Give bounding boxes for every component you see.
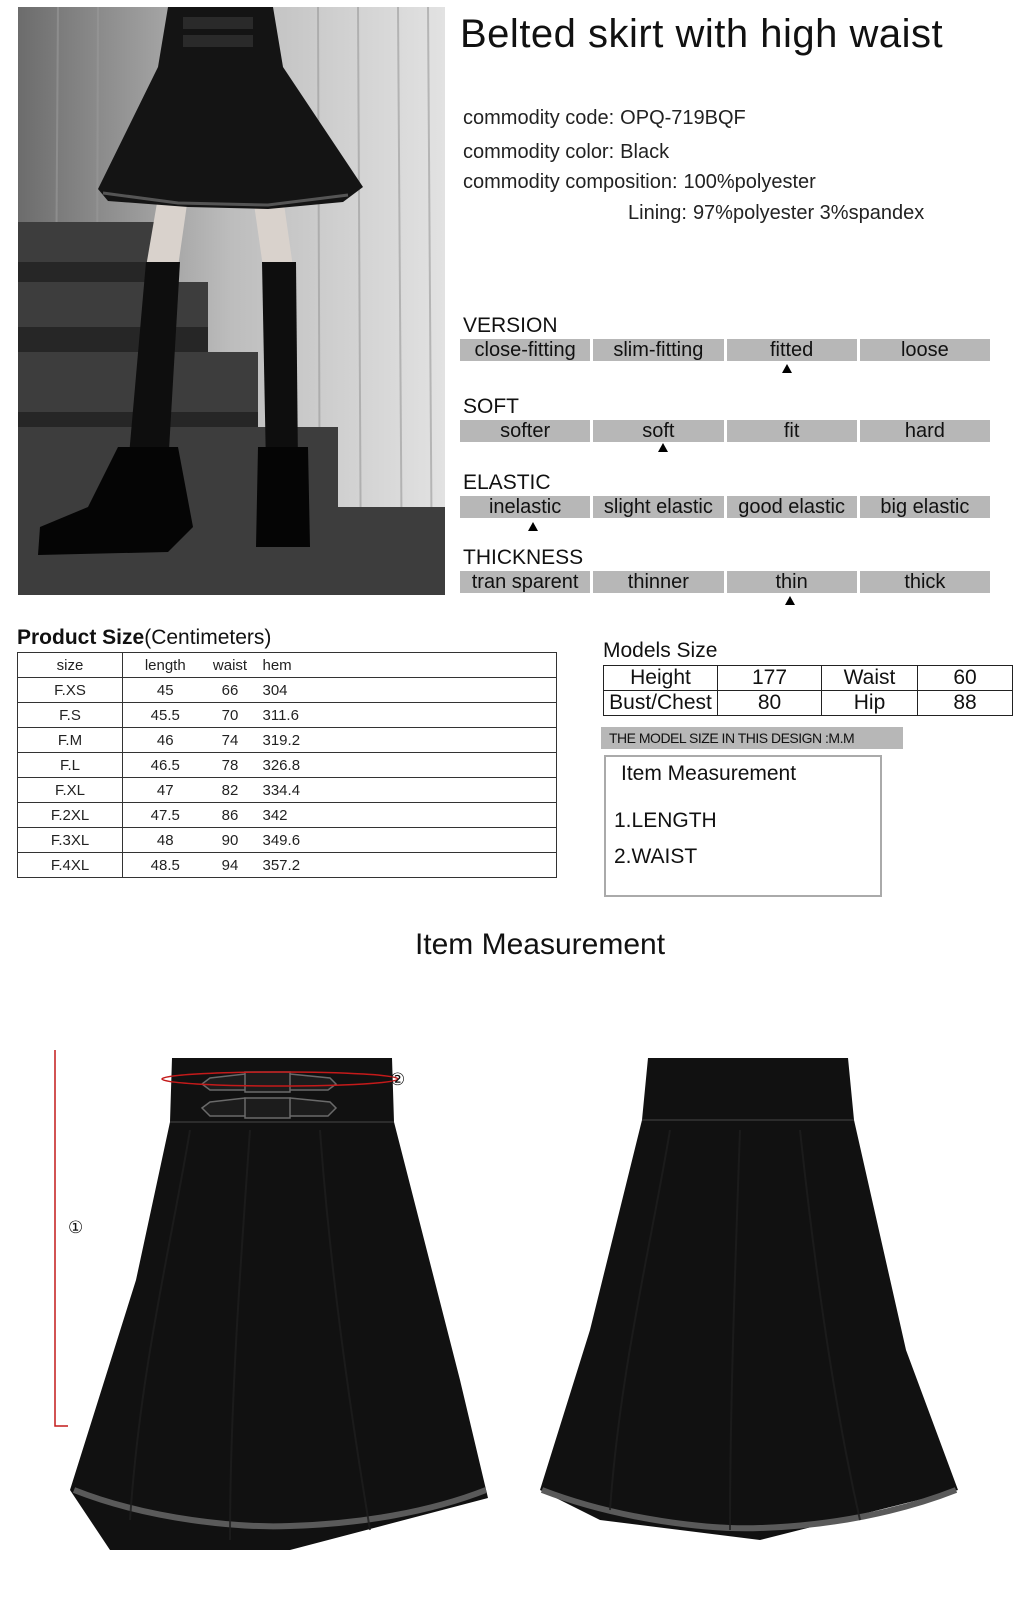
table-cell: Hip [822, 691, 918, 716]
commodity-code-label: commodity code: [463, 107, 615, 129]
waist-marker-icon: ② [390, 1070, 406, 1090]
elastic-scale [460, 496, 990, 518]
table-cell: 334.4 [253, 778, 313, 803]
table-row [18, 803, 557, 828]
models-size-title: Models Size [603, 639, 718, 662]
table-cell: F.XL [18, 778, 123, 803]
soft-option: softer [460, 420, 590, 442]
elastic-option: slight elastic [593, 496, 723, 518]
measurement-box-title: Item Measurement [621, 762, 797, 785]
product-photo [18, 7, 445, 595]
table-cell-empty [313, 778, 557, 803]
table-cell: 47.5 [123, 803, 208, 828]
commodity-code [463, 107, 746, 130]
table-cell: F.L [18, 753, 123, 778]
column-header: hem [253, 653, 313, 678]
thickness-option: tran sparent [460, 571, 590, 593]
version-scale [460, 339, 990, 361]
table-cell: F.2XL [18, 803, 123, 828]
table-cell: 342 [253, 803, 313, 828]
table-cell: F.4XL [18, 853, 123, 878]
version-title: VERSION [463, 314, 558, 337]
table-cell: 66 [208, 678, 253, 703]
table-cell: 80 [718, 691, 822, 716]
lining [628, 202, 924, 225]
table-row [18, 703, 557, 728]
column-header: size [18, 653, 123, 678]
elastic-option: big elastic [860, 496, 990, 518]
table-header-row [18, 653, 557, 678]
table-cell: 46 [123, 728, 208, 753]
length-marker-icon: ① [68, 1218, 84, 1238]
table-cell: 357.2 [253, 853, 313, 878]
soft-selected-marker [658, 443, 668, 452]
table-cell: 48.5 [123, 853, 208, 878]
table-cell-empty [313, 853, 557, 878]
table-row [18, 678, 557, 703]
column-header: length [123, 653, 208, 678]
table-cell-empty [313, 828, 557, 853]
column-header-empty [313, 653, 557, 678]
table-cell: 94 [208, 853, 253, 878]
elastic-option: inelastic [460, 496, 590, 518]
table-row [18, 853, 557, 878]
version-selected-marker [782, 364, 792, 373]
table-cell: Bust/Chest [604, 691, 718, 716]
skirt-back-illustration [530, 1050, 970, 1560]
table-cell-empty [313, 678, 557, 703]
thickness-selected-marker [785, 596, 795, 605]
table-cell-empty [313, 728, 557, 753]
table-cell: Height [604, 666, 718, 691]
version-option: fitted [727, 339, 857, 361]
table-cell: F.XS [18, 678, 123, 703]
soft-option: soft [593, 420, 723, 442]
lining-value: 97%polyester 3%spandex [692, 202, 925, 224]
table-cell: 349.6 [253, 828, 313, 853]
table-cell: F.M [18, 728, 123, 753]
table-cell: 311.6 [253, 703, 313, 728]
table-cell: 88 [918, 691, 1013, 716]
table-row [604, 666, 1013, 691]
table-cell: 90 [208, 828, 253, 853]
elastic-option: good elastic [727, 496, 857, 518]
product-title: Belted skirt with high waist [460, 12, 944, 56]
commodity-color-value: Black [620, 141, 670, 163]
composition-value: 100%polyester [683, 171, 816, 193]
table-cell: 304 [253, 678, 313, 703]
composition-label: commodity composition: [463, 171, 678, 193]
product-size-title [17, 626, 271, 650]
product-size-table [17, 652, 557, 878]
soft-option: hard [860, 420, 990, 442]
table-row [18, 753, 557, 778]
soft-scale [460, 420, 990, 442]
table-row [18, 728, 557, 753]
thickness-title: THICKNESS [463, 546, 584, 569]
table-row [18, 778, 557, 803]
version-option: close-fitting [460, 339, 590, 361]
commodity-composition [463, 171, 816, 194]
table-cell-empty [313, 703, 557, 728]
table-cell: Waist [822, 666, 918, 691]
table-cell: F.3XL [18, 828, 123, 853]
commodity-code-value: OPQ-719BQF [620, 107, 746, 129]
table-cell: 70 [208, 703, 253, 728]
product-size-title-bold: Product Size [17, 626, 145, 649]
table-cell: F.S [18, 703, 123, 728]
thickness-option: thick [860, 571, 990, 593]
table-row [18, 828, 557, 853]
item-measurement-title: Item Measurement [414, 928, 666, 961]
table-cell: 326.8 [253, 753, 313, 778]
commodity-color [463, 141, 669, 164]
table-cell: 74 [208, 728, 253, 753]
elastic-title: ELASTIC [463, 471, 551, 494]
table-cell: 45.5 [123, 703, 208, 728]
thickness-option: thinner [593, 571, 723, 593]
measurement-item: 2.WAIST [614, 845, 698, 868]
table-cell: 86 [208, 803, 253, 828]
table-cell-empty [313, 753, 557, 778]
thickness-option: thin [727, 571, 857, 593]
measurement-item: 1.LENGTH [614, 809, 717, 832]
table-cell: 82 [208, 778, 253, 803]
product-size-unit: (Centimeters) [144, 626, 272, 649]
model-size-note: THE MODEL SIZE IN THIS DESIGN :M.M [601, 727, 903, 749]
soft-title: SOFT [463, 395, 519, 418]
thickness-scale [460, 571, 990, 593]
table-cell: 319.2 [253, 728, 313, 753]
commodity-color-label: commodity color: [463, 141, 615, 163]
lining-label: Lining: [628, 202, 687, 224]
version-option: loose [860, 339, 990, 361]
soft-option: fit [727, 420, 857, 442]
measurement-box [604, 755, 882, 897]
table-row [604, 691, 1013, 716]
table-cell: 46.5 [123, 753, 208, 778]
table-cell-empty [313, 803, 557, 828]
elastic-selected-marker [528, 522, 538, 531]
table-cell: 60 [918, 666, 1013, 691]
table-cell: 47 [123, 778, 208, 803]
table-cell: 78 [208, 753, 253, 778]
table-cell: 177 [718, 666, 822, 691]
table-cell: 45 [123, 678, 208, 703]
column-header: waist [208, 653, 253, 678]
models-size-table [603, 665, 1013, 716]
version-option: slim-fitting [593, 339, 723, 361]
table-cell: 48 [123, 828, 208, 853]
skirt-front-illustration [40, 1050, 510, 1570]
